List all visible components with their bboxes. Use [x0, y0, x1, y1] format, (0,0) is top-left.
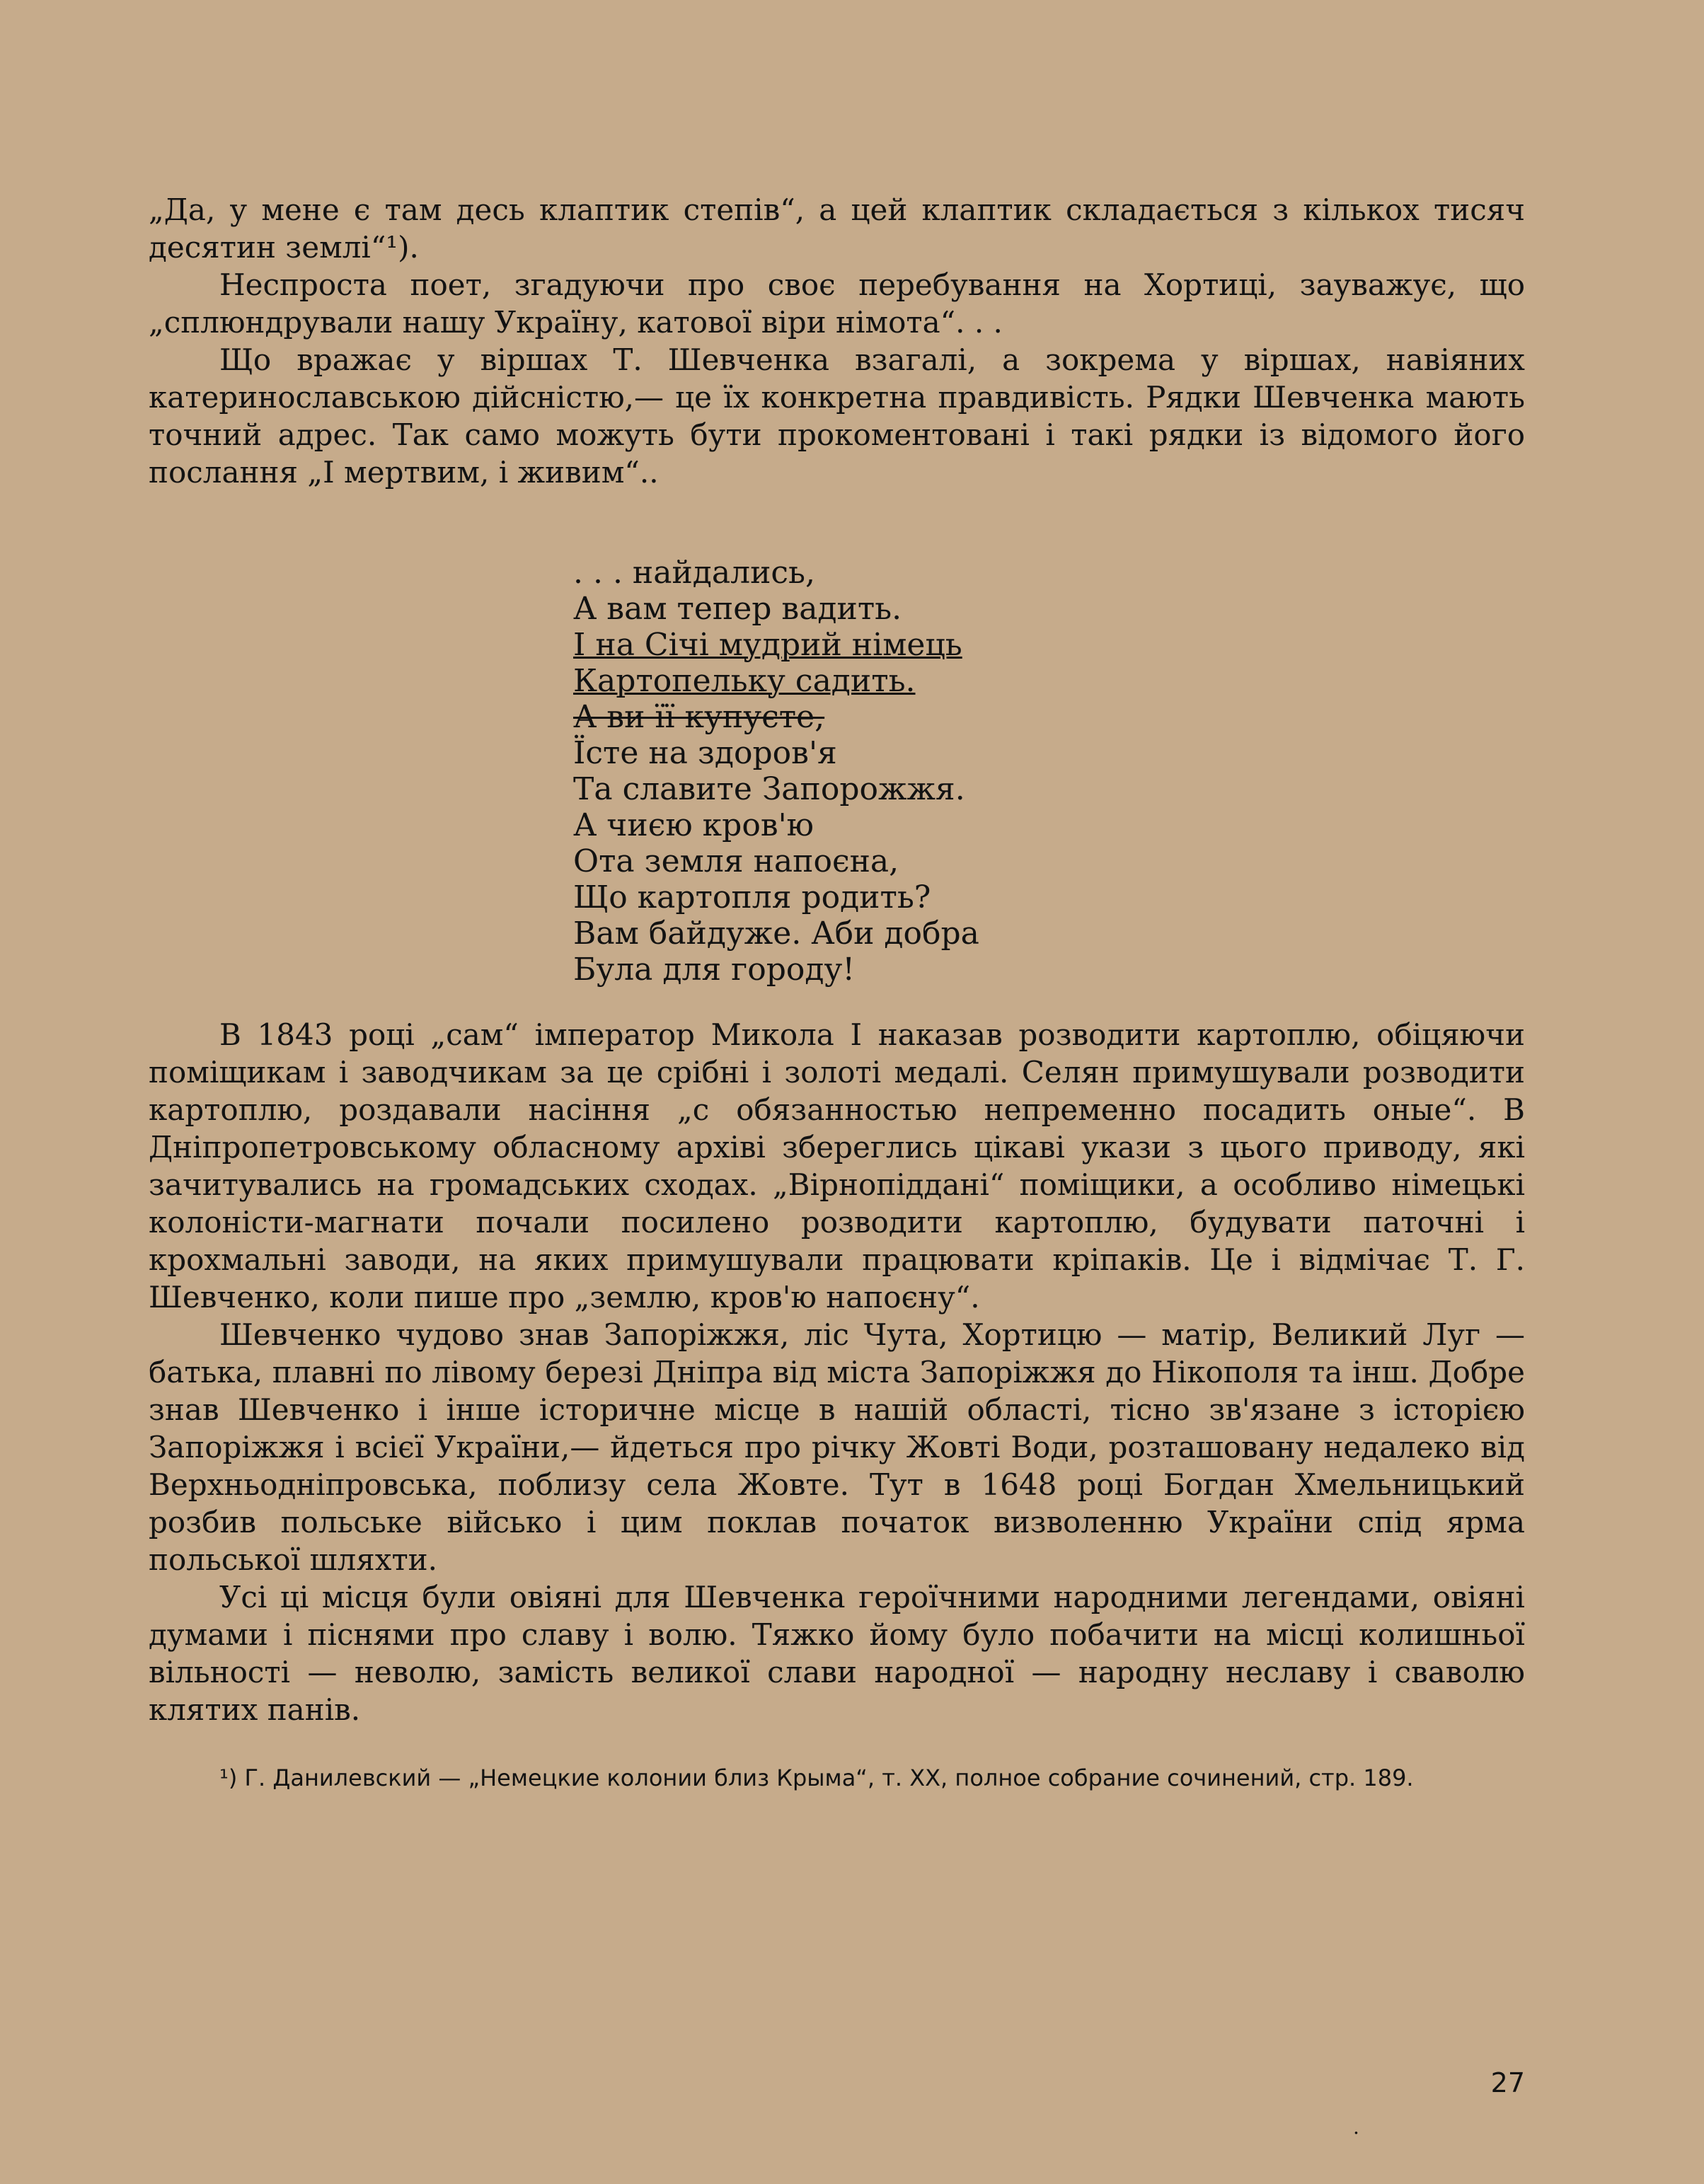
poem-line-12: Була для городу!: [573, 952, 856, 988]
poem-line-10: Що картопля родить?: [573, 879, 931, 915]
paragraph-6: Усі ці місця були овіяні для Шевченка героїчними народними легендами, овіяні думами і піснями про славу і волю. Тяжко йому було побачити на місці колишньої вільності — неволю, замість великої слави народної — народну неславу і сваволю клятих панів.: [149, 1580, 1525, 1727]
dot-mark: .: [1353, 2115, 1359, 2139]
paragraph-1: „Да, у мене є там десь клаптик степів“, а цей клаптик складається з кількох тисяч десятин землі“¹).: [149, 192, 1525, 265]
page-number: 27: [1490, 2067, 1525, 2098]
book-page: [149, 191, 1525, 1815]
paragraph-5: Шевченко чудово знав Запоріжжя, ліс Чута, Хортицю — матір, Великий Луг — батька, плавні по лівому березі Дніпра від міста Запоріжжя до Нікополя та інш. Добре знав Шевченко і інше історичне місце в нашій області, тісно зв'язане з історією Запоріжжя і всієї України,— йдеться про річку Жовті Води, розташовану недалеко від Верхньодніпровська, поблизу села Жовте. Тут в 1648 році Богдан Хмельницький розбив польське військо і цим поклав початок визволенню України спід ярма польської шляхти.: [149, 1317, 1525, 1577]
poem-excerpt: [573, 555, 1525, 988]
poem-line-1: . . . найдались,: [573, 555, 815, 591]
paragraph-2: Неспроста поет, згадуючи про своє перебування на Хортиці, зауважує, що „сплюндрували нашу Україну, катової віри німота“. . .: [149, 267, 1525, 340]
poem-line-6: Їсте на здоров'я: [573, 735, 837, 771]
poem-line-2: А вам тепер вадить.: [573, 591, 902, 627]
footnote: ¹) Г. Данилевский — „Немецкие колонии близ Крыма“, т. XX, полное собрание сочинений, стр. 189.: [219, 1764, 1414, 1791]
poem-line-5: А ви її купуєте,: [573, 699, 825, 735]
poem-line-9: Ота земля напоєна,: [573, 843, 899, 879]
prose-section-2: [149, 1016, 1525, 1728]
poem-line-3: І на Січі мудрий німець: [573, 627, 962, 663]
poem-line-11: Вам байдуже. Аби добра: [573, 915, 979, 952]
poem-line-8: А чиєю кров'ю: [573, 807, 814, 843]
paragraph-3: Що вражає у віршах Т. Шевченка взагалі, а зокрема у віршах, навіяних катеринославською дійсністю,— це їх конкретна правдивість. Рядки Шевченка мають точний адрес. Так само можуть бути прокоментовані і такі рядки із відомого його послання „І мертвим, і живим“..: [149, 342, 1525, 490]
paragraph-4: В 1843 році „сам“ імператор Микола І наказав розводити картоплю, обіцяючи поміщикам і заводчикам за це срібні і золоті медалі. Селян примушували розводити картоплю, роздавали насіння „с обязанностью непременно посадить оные“. В Дніпропетровському обласному архіві збереглись цікаві укази з цього приводу, які зачитувались на громадських сходах. „Вірнопіддані“ поміщики, а особливо німецькі колоністи-магнати почали посилено розводити картоплю, будувати паточні і крохмальні заводи, на яких примушували працювати кріпаків. Це і відмічає Т. Г. Шевченко, коли пише про „землю, кров'ю напоєну“.: [149, 1017, 1525, 1315]
poem-line-4: Картопельку садить.: [573, 663, 916, 699]
poem-line-7: Та славите Запорожжя.: [573, 771, 965, 807]
